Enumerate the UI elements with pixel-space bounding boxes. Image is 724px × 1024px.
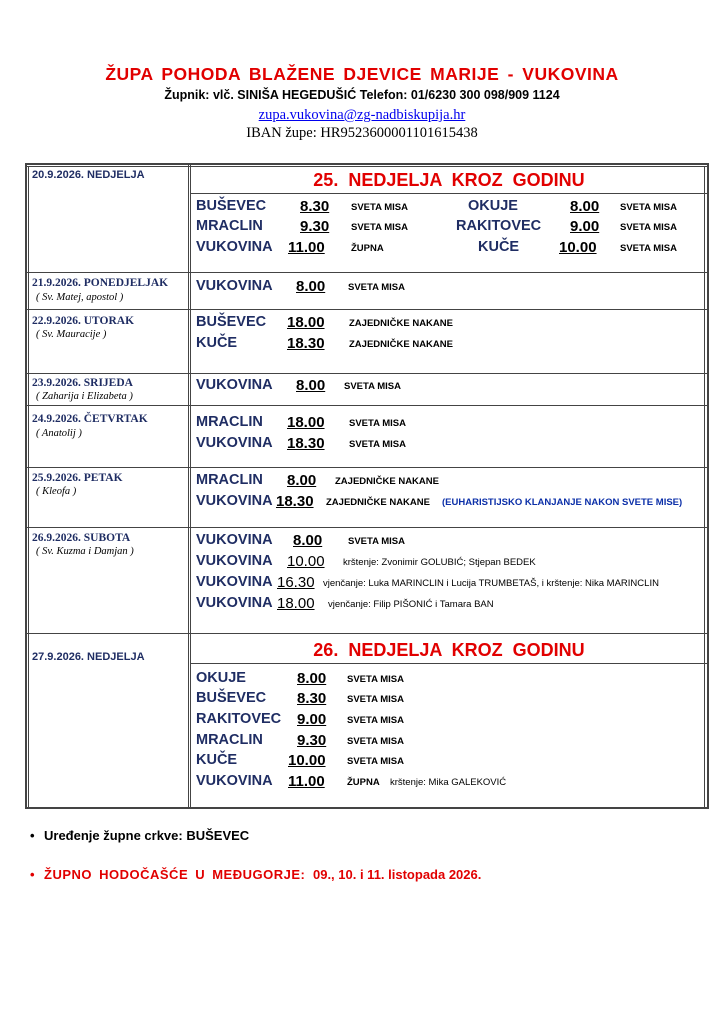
bullet-icon: • <box>30 867 35 882</box>
day-label-saturday: 26.9.2026. SUBOTA <box>32 532 131 544</box>
day-label-thursday: 24.9.2026. ČETVRTAK <box>32 413 148 425</box>
note-church-renovation: • Uređenje župne crkve: BUŠEVEC <box>30 828 250 843</box>
day-label-sunday-1: 20.9.2026. NEDJELJA <box>32 169 145 181</box>
iban: IBAN župe: HR9523600001101615438 <box>246 125 478 141</box>
saint-friday: ( Kleofa ) <box>36 486 77 497</box>
saint-saturday: ( Sv. Kuzma i Damjan ) <box>36 546 134 557</box>
sunday-1-title: 25. NEDJELJA KROZ GODINU <box>313 170 585 190</box>
priest-contact: Župnik: vlč. SINIŠA HEGEDUŠIĆ Telefon: 01/6230 300 098/909 1124 <box>164 88 560 102</box>
day-label-friday: 25.9.2026. PETAK <box>32 472 123 484</box>
day-label-monday: 21.9.2026. PONEDJELJAK <box>32 277 169 289</box>
saint-thursday: ( Anatolij ) <box>36 428 82 439</box>
saint-monday: ( Sv. Matej, apostol ) <box>36 292 124 303</box>
parish-title: ŽUPA POHODA BLAŽENE DJEVICE MARIJE - VUKOVINA <box>105 64 619 84</box>
day-label-wednesday: 23.9.2026. SRIJEDA <box>32 377 133 389</box>
sunday-2-title: 26. NEDJELJA KROZ GODINU <box>313 640 585 660</box>
saint-wednesday: ( Zaharija i Elizabeta ) <box>36 391 133 402</box>
day-label-tuesday: 22.9.2026. UTORAK <box>32 315 135 327</box>
email-link[interactable]: zupa.vukovina@zg-nadbiskupija.hr <box>258 107 466 123</box>
note-pilgrimage: • ŽUPNO HODOČAŠĆE U MEĐUGORJE: 09., 10. i 11. listopada 2026. <box>30 867 482 882</box>
day-label-sunday-2: 27.9.2026. NEDJELJA <box>32 651 145 663</box>
saint-tuesday: ( Sv. Mauracije ) <box>36 329 107 340</box>
bullet-icon: • <box>30 828 35 843</box>
